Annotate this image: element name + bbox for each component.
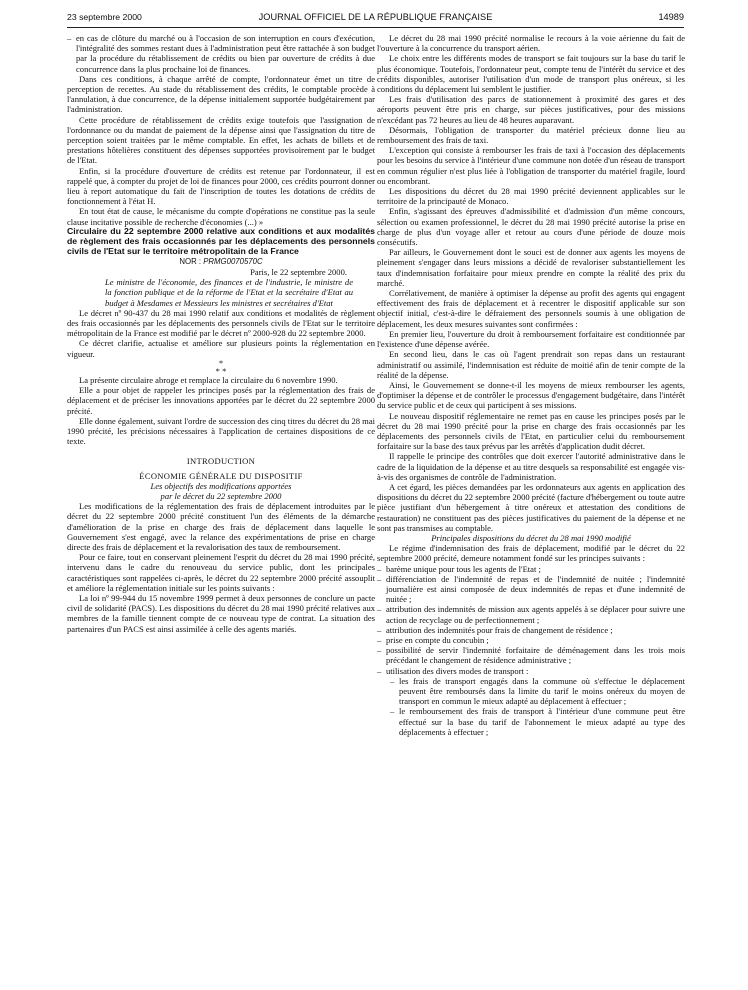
- objectifs-subheading: Les objectifs des modifications apportées par le décret du 22 septembre 2000: [150, 480, 292, 501]
- list-item: – possibilité de servir l'indemnité forfaitaire de déménagement dans les trois mois précédant le changement de résidence administrative ;: [377, 645, 685, 665]
- header-page-number: 14989: [658, 12, 684, 22]
- introduction-heading: INTRODUCTION: [186, 456, 256, 467]
- paragraph: Corrélativement, de manière à optimiser la dépense au profit des agents qui engagent effectivement des frais de déplacement et à recentrer le dispositif applicable sur son objectif initial, c'est-à-dire le défraiement des personnels soumis à une obligation de déplacement, les deux mesures suivantes sont confirmées :: [377, 288, 685, 329]
- dash-item: – en cas de clôture du marché ou à l'occasion de son interruption en cours d'exécution, l'intégralité des sommes restant dues à l'administration peut être rattachée à son budget par la procédure du rétablissement de crédits ou bien par ouverture de crédits à due concurrence dans la plus prochaine loi de finances.: [67, 33, 375, 74]
- paragraph: L'exception qui consiste à rembourser les frais de taxi à l'occasion des déplacements pour les besoins du service à l'intérieur d'une commune non dotée d'un réseau de transport en commun régulier n'est plus liée à l'obligation de transporter du matériel fragile, lourd ou encombrant.: [377, 145, 685, 186]
- list-item: – attribution des indemnités de mission aux agents appelés à se déplacer pour suivre une action de recyclage ou de perfectionnement ;: [377, 604, 685, 624]
- list-item: – utilisation des divers modes de transport :: [377, 666, 685, 676]
- paragraph: Le régime d'indemnisation des frais de déplacement, modifié par le décret du 22 septembre 2000 précité, demeure notamment fondé sur les principes suivants :: [377, 543, 685, 564]
- paragraph: Les dispositions du décret du 28 mai 1990 précité deviennent applicables sur le territoire de la principauté de Monaco.: [377, 186, 685, 207]
- paragraph: Les modifications de la réglementation des frais de déplacement introduites par le décret du 22 septembre 2000 précité constituent l'un des éléments de la démarche d'amélioration de la prise en charge des frais de déplacement dans laquelle le Gouvernement s'est engagé, avec la relance des expérimentations de prise en charge directe des frais de déplacement et la revalorisation des taux de remboursement.: [67, 501, 375, 552]
- section-stars: * * *: [215, 357, 227, 376]
- paragraph: Dans ces conditions, à chaque arrêté de compte, l'ordonnateur émet un titre de perception de recettes. Au stade du rétablissement des crédits, le comptable procède à l'annulation, à due concurrence, de la dépense initialement supportée budgétairement par l'administration.: [67, 73, 375, 115]
- paragraph: Elle a pour objet de rappeler les principes posés par la réglementation des frais de déplacement et de préciser les innovations apportées par le décret du 22 septembre 2000 précité.: [67, 385, 375, 416]
- header-rule: [67, 27, 684, 28]
- list-item: – barème unique pour tous les agents de l'Etat ;: [377, 564, 685, 574]
- paragraph: A cet égard, les pièces demandées par les ordonnateurs aux agents en application des dispositions du décret du 22 septembre 2000 précité (facture d'hébergement ou toute autre pièce justifiant d'un hébergement à titre onéreux et attestation des conditions de restauration) ne constituent pas des pièces justificatives du paiement de la dépense et ne sont pas transmises au comptable.: [377, 481, 685, 533]
- paragraph: La loi nº 99-944 du 15 novembre 1999 permet à deux personnes de conclure un pacte civil de solidarité (PACS). Les dispositions du décret du 28 mai 1990 précité relatives aux membres de la famille tiennent compte de ce nouveau type de contrat. La situation des partenaires d'un PACS est ainsi assimilée à celle des agents mariés.: [67, 592, 375, 634]
- paragraph: Pour ce faire, tout en conservant pleinement l'esprit du décret du 28 mai 1990 précité, intervenu dans le cadre du renouveau du service public, dont les principales caractéristiques sont rappelées ci-après, le décret du 22 septembre 2000 précité assouplit et améliore la réglementation initiale sur les points suivants :: [67, 552, 375, 593]
- paragraph: Enfin, si la procédure d'ouverture de crédits est retenue par l'ordonnateur, il est rappelé que, à compter du projet de loi de finances pour 2000, ces crédits pourront donner lieu à report automatique du fait de l'inscription de toutes les dotations de crédits de fonctionnement à l'état H.: [67, 165, 375, 207]
- page-header: [67, 12, 684, 26]
- nor-code: PRMG0070570C: [203, 256, 263, 266]
- left-column: [67, 33, 375, 634]
- paragraph: Enfin, s'agissant des épreuves d'admissibilité et d'admission d'un même concours, sélection ou examen professionnel, le décret du 28 mai 1990 précité autorise la prise en charge de plus d'un voyage aller et retour au cours d'une période de douze mois consécutifs.: [377, 206, 685, 248]
- paragraph: Le décret du 28 mai 1990 précité normalise le recours à la voie aérienne du fait de l'ouverture à la concurrence du transport aérien.: [377, 33, 685, 54]
- economie-heading: ÉCONOMIE GÉNÉRALE DU DISPOSITIF: [139, 470, 303, 481]
- place-date: Paris, le 22 septembre 2000.: [250, 266, 347, 277]
- paragraph: Désormais, l'obligation de transporter du matériel précieux donne lieu au remboursement des frais de taxi.: [377, 124, 685, 146]
- paragraph: Cette procédure de rétablissement de crédits exige toutefois que l'assignation de l'ordonnance ou du mandat de paiement de la dépense ainsi que l'assignation du titre de perception soient traitées par le même comptable. En effet, les achats de billets et de prestations hôtelières constituent des dépenses supportées provisoirement par le budget de l'Etat.: [67, 114, 375, 166]
- circulaire-title: Circulaire du 22 septembre 2000 relative aux conditions et aux modalités de règlement des frais occasionnés par les déplacements des personnels civils de l'Etat sur le territoire métropolitain de la France: [67, 225, 375, 256]
- paragraph: En second lieu, dans le cas où l'agent prendrait son repas dans un restaurant administratif ou assimilé, l'indemnisation est réduite de moitié afin de tenir compte de la réalité de la dépense.: [377, 349, 685, 380]
- paragraph: Ainsi, le Gouvernement se donne-t-il les moyens de mieux rembourser les agents, d'optimiser la dépense et de contrôler le processus d'engagement budgétaire, dans l'intérêt du service public et de ceux qui participent à ses missions.: [377, 379, 685, 411]
- paragraph: En premier lieu, l'ouverture du droit à remboursement forfaitaire est conditionnée par l'existence d'une dépense avérée.: [377, 328, 685, 350]
- list-subitem: – le remboursement des frais de transport à l'intérieur d'une commune peut être effectué sur la base du tarif de l'abonnement le mieux adapté au type des déplacements à effectuer ;: [377, 706, 685, 737]
- paragraph: Le décret nº 90-437 du 28 mai 1990 relatif aux conditions et modalités de règlement des frais occasionnés par les déplacements des personnels civils de l'Etat sur le territoire métropolitain de la France est modifié par le décret nº 2000-928 du 22 septembre 2000.: [67, 307, 375, 339]
- paragraph: En tout état de cause, le mécanisme du compte d'opérations ne constitue pas la seule clause incitative possible de recherche d'économies (...) »: [67, 206, 375, 227]
- paragraph: Ce décret clarifie, actualise et améliore sur plusieurs points la réglementation en vigueur.: [67, 338, 375, 359]
- paragraph: Par ailleurs, le Gouvernement dont le souci est de donner aux agents les moyens de pleinement s'engager dans leurs missions a décidé de revaloriser substantiellement les taux d'indemnisation forfaitaire pour mieux prendre en compte la réalité des prix du marché.: [377, 247, 685, 288]
- header-journal-title: JOURNAL OFFICIEL DE LA RÉPUBLIQUE FRANÇAISE: [258, 12, 493, 22]
- list-item: – attribution des indemnités pour frais de changement de résidence ;: [377, 625, 685, 635]
- paragraph: Le choix entre les différents modes de transport se fait toujours sur la base du tarif le plus économique. Toutefois, l'ordonnateur peut, compte tenu de l'intérêt du service et des crédits disponibles, autoriser l'utilisation d'un mode de transport plus onéreux, si les conditions du déplacement lui semblent le justifier.: [377, 53, 685, 95]
- paragraph: Il rappelle le principe des contrôles que doit exercer l'autorité administrative dans le cadre de la liquidation de la dépense et au titre desquels sa responsabilité est engagée vis-à-vis des organismes de contrôle de l'administration.: [377, 451, 685, 482]
- list-subitem: – les frais de transport engagés dans la commune où s'effectue le déplacement peuvent être remboursés dans la limite du tarif le moins onéreux du moyen de transport en commun le mieux adapté au déplacement à effectuer ;: [377, 676, 685, 707]
- header-date: 23 septembre 2000: [67, 12, 142, 22]
- paragraph: La présente circulaire abroge et remplace la circulaire du 6 novembre 1990.: [79, 374, 338, 385]
- list-item: – différenciation de l'indemnité de repas et de l'indemnité de nuitée ; l'indemnité journalière est ainsi composée de deux indemnités de repas et d'une indemnité de nuitée ;: [377, 574, 685, 605]
- paragraph: Elle donne également, suivant l'ordre de succession des cinq titres du décret du 28 mai 1990 précité, les précisions nécessaires à l'application de certaines dispositions de ce texte.: [67, 415, 375, 447]
- list-item: – prise en compte du concubin ;: [377, 635, 685, 645]
- principales-dispositions-heading: Principales dispositions du décret du 28 mai 1990 modifié: [431, 532, 631, 543]
- paragraph: Le nouveau dispositif réglementaire ne remet pas en cause les principes posés par le décret du 28 mai 1990 précité pour la prise en charge des frais occasionnés par les déplacements des personnels civils de l'Etat, en particulier celui du remboursement forfaitaire sur la base des taux prévus par les arrêtés d'application dudit décret.: [377, 410, 685, 452]
- paragraph: Les frais d'utilisation des parcs de stationnement à proximité des gares et des aéroports peuvent être pris en charge, sur pièces justificatives, pour des missions n'excédant pas 72 heures au lieu de 48 heures auparavant.: [377, 94, 685, 125]
- minister-address: Le ministre de l'économie, des finances et de l'industrie, le ministre de la fonction publique et de la réforme de l'Etat et la secrétaire d'Etat au budget à Mesdames et Messieurs les ministres et secrétaires d'Etat: [105, 276, 353, 308]
- nor-label: NOR :: [179, 256, 202, 266]
- right-column: [377, 33, 685, 737]
- nor-reference: [67, 257, 375, 267]
